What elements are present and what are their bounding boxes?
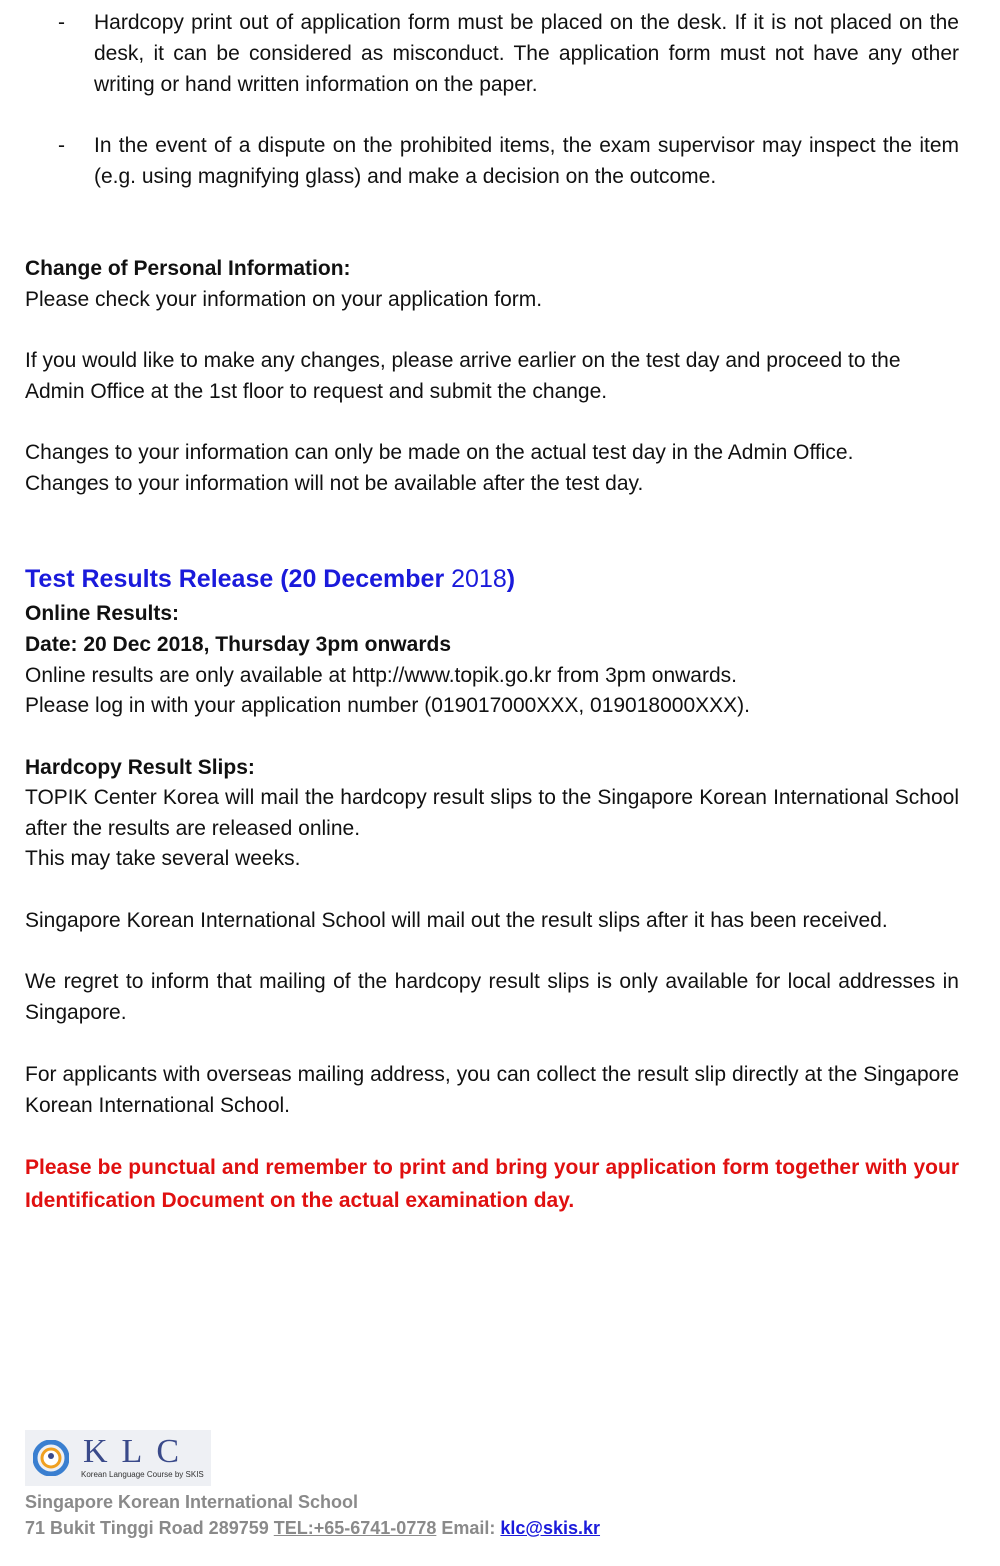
klc-logo xyxy=(25,1430,211,1486)
online-results-heading: Online Results: xyxy=(25,602,180,625)
reminder-notice: Please be punctual and remember to print and bring your application form together with your Identification Document on the actual examination day. xyxy=(25,1156,959,1212)
hardcopy-paragraph: This may take several weeks. xyxy=(25,847,301,870)
bullet-marker: - xyxy=(58,134,65,157)
online-results-paragraph: Please log in with your application number (019017000XXX, 019018000XXX). xyxy=(25,694,750,717)
footer-address: 71 Bukit Tinggi Road 289759 xyxy=(25,1518,274,1538)
online-results-date: Date: 20 Dec 2018, Thursday 3pm onwards xyxy=(25,633,451,656)
footer-email-link[interactable]: klc@skis.kr xyxy=(500,1518,601,1538)
personal-info-paragraph: Changes to your information will not be available after the test day. xyxy=(25,472,644,495)
hardcopy-paragraph: TOPIK Center Korea will mail the hardcopy result slips to the Singapore Korean International School after the results are released online. xyxy=(25,786,959,840)
footer-email-label: Email: xyxy=(436,1518,501,1538)
hardcopy-paragraph: Singapore Korean International School will mail out the result slips after it has been received. xyxy=(25,909,888,932)
klc-logo-subtitle: Korean Language Course by SKIS xyxy=(81,1470,204,1479)
results-title-main: Test Results Release (20 December xyxy=(25,565,452,593)
personal-info-paragraph: Please check your information on your application form. xyxy=(25,288,543,311)
results-title-close: ) xyxy=(506,565,516,593)
hardcopy-paragraph: We regret to inform that mailing of the hardcopy result slips is only available for local addresses in Singapore. xyxy=(25,970,959,1024)
footer-contact xyxy=(25,1516,600,1540)
bullet-marker: - xyxy=(58,11,65,34)
bullet-item-application-form: Hardcopy print out of application form must be placed on the desk. If it is not placed on the desk, it can be considered as misconduct. The application form must not have any other writing or hand written information on the paper. xyxy=(94,11,959,96)
results-section-title xyxy=(25,563,515,595)
hardcopy-paragraph: For applicants with overseas mailing address, you can collect the result slip directly at the Singapore Korean International School. xyxy=(25,1063,959,1117)
personal-info-paragraph: Changes to your information can only be made on the actual test day in the Admin Office. xyxy=(25,441,854,464)
results-title-year: 2018 xyxy=(451,565,507,593)
footer-school-name: Singapore Korean International School xyxy=(25,1492,359,1512)
online-results-paragraph: Online results are only available at http://www.topik.go.kr from 3pm onwards. xyxy=(25,664,737,687)
footer-tel-link[interactable]: TEL:+65-6741-0778 xyxy=(273,1518,437,1538)
bullet-item-dispute: In the event of a dispute on the prohibited items, the exam supervisor may inspect the item (e.g. using magnifying glass) and make a decision on the outcome. xyxy=(94,134,959,188)
personal-info-paragraph: If you would like to make any changes, please arrive earlier on the test day and proceed to the Admin Office at the 1st floor to request and submit the change. xyxy=(25,349,901,403)
klc-emblem-icon xyxy=(33,1440,69,1476)
klc-logo-letters: KLC xyxy=(83,1433,193,1470)
personal-info-heading: Change of Personal Information: xyxy=(25,257,351,280)
hardcopy-heading: Hardcopy Result Slips: xyxy=(25,756,255,779)
